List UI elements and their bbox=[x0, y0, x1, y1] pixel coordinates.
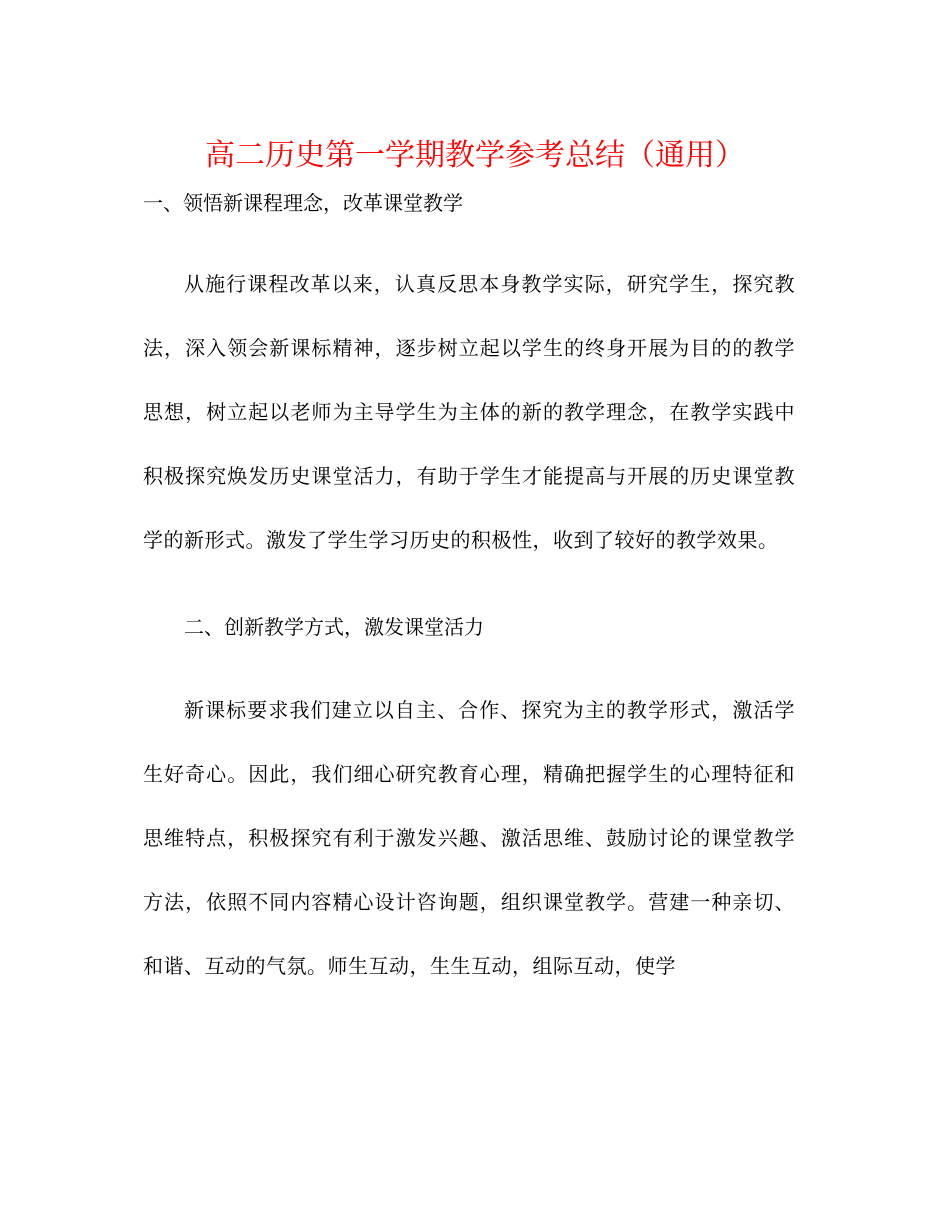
section-heading-1: 一、领悟新课程理念，改革课堂教学 bbox=[143, 191, 463, 215]
section-paragraph-2: 新课标要求我们建立以自主、合作、探究为主的教学形式，激活学生好奇心。因此，我们细心研究教育心理，精确把握学生的心理特征和思维特点，积极探究有利于激发兴趣、激活思维、鼓励讨论的课堂教学方法，依照不同内容精心设计咨询题，组织课堂教学。营建一种亲切、和谐、互动的气氛。师生互动，生生互动，组际互动，使学 bbox=[143, 698, 795, 978]
section-heading-2: 二、创新教学方式，激发课堂活力 bbox=[184, 615, 484, 639]
document-body bbox=[143, 188, 795, 998]
section-paragraph-1: 从施行课程改革以来，认真反思本身教学实际，研究学生，探究教法，深入领会新课标精神，逐步树立起以学生的终身开展为目的的教学思想，树立起以老师为主导学生为主体的新的教学理念，在教学实践中积极探究焕发历史课堂活力，有助于学生才能提高与开展的历史课堂教学的新形式。激发了学生学习历史的积极性，收到了较好的教学效果。 bbox=[143, 272, 795, 552]
document-title: 高二历史第一学期教学参考总结（通用） bbox=[205, 138, 745, 173]
